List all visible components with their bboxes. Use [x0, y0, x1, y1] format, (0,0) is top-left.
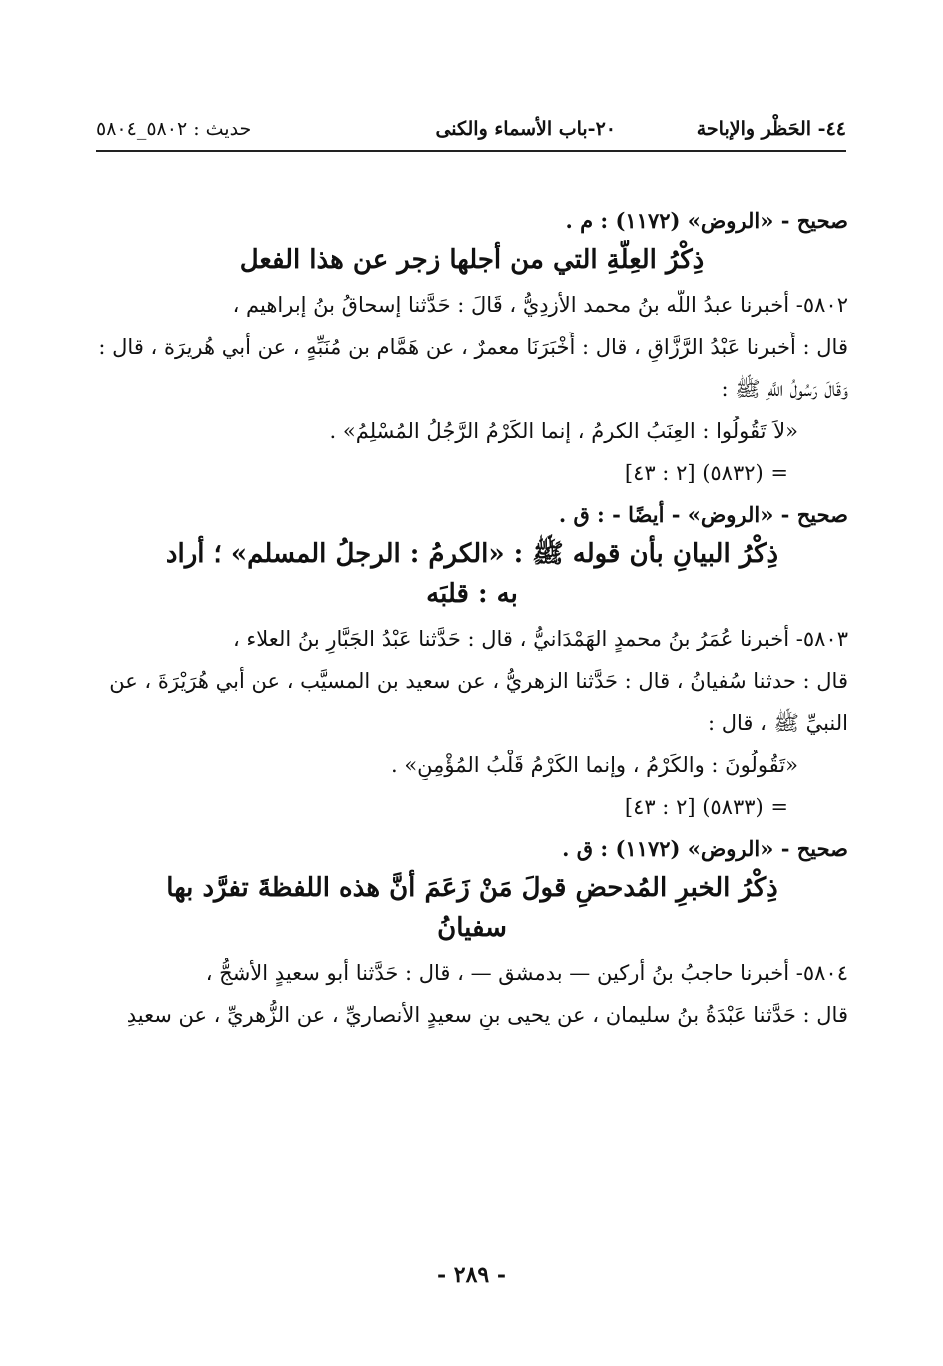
header-chapter-title: ٢٠-باب الأسماء والكنى: [435, 118, 616, 140]
page-body: [96, 196, 848, 1042]
header-book-title: ٤٤- الحَظْر والإباحة: [696, 118, 846, 140]
hadith-paragraph: [96, 624, 848, 738]
section-heading: ذِكْرُ العِلَّةِ التي من أجلها زجر عن هذا الفعل: [239, 245, 705, 275]
section-heading: ذِكْرُ البيانِ بأن قوله ﷺ : «الكرمُ : الرجلُ المسلم» ؛ أراد به : قلبَه: [165, 539, 779, 609]
header-divider: [96, 150, 846, 152]
section-heading: ذِكْرُ الخبرِ المُدحضِ قولَ مَنْ زَعَمَ أنَّ هذه اللفظةَ تفرَّد بها سفيانُ: [166, 873, 778, 943]
page-number: - ٢٨٩ -: [436, 1262, 507, 1288]
hadith-line: قال : حدثنا سُفيانُ ، قال : حَدَّثنا الزهريُّ ، عن سعيد بن المسيَّب ، عن أبي هُرَيْرَةَ ، عن: [109, 669, 848, 693]
hadith-paragraph: [96, 290, 848, 404]
header-hadith-range: حديث : ٥٨٠٢_٥٨٠٤: [96, 118, 252, 140]
grading-note: صحيح - «الروض» (١١٧٢) : ق .: [562, 836, 848, 861]
hadith-line: ٥٨٠٢- أخبرنا عبدُ اللَّه بنُ محمد الأزدِيُّ ، قَالَ : حَدَّثنا إسحاقُ بنُ إبراهيم ،: [232, 293, 848, 317]
hadith-line: وَقَالَ رَسُولُ اللَّهِ ﷺ :: [721, 377, 848, 401]
grading-note: صحيح - «الروض» - أيضًا - : ق .: [558, 502, 848, 527]
hadith-text-quote: «تَقُولُونَ : والكَرْمُ ، وإنما الكَرْمُ قَلْبُ المُؤْمِنِ» .: [390, 753, 798, 777]
hadith-line: ٥٨٠٤- أخبرنا حاجبُ بنُ أركين — بدمشق — ، قال : حَدَّثنا أبو سعيدٍ الأشجُّ ،: [205, 961, 848, 985]
cross-reference: = (٥٨٣٢) [٢ : ٤٣]: [624, 461, 788, 485]
grading-note: صحيح - «الروض» (١١٧٢) : م .: [565, 208, 848, 233]
cross-reference: = (٥٨٣٣) [٢ : ٤٣]: [624, 795, 788, 819]
hadith-line: قال : أَخبرنا عَبْدُ الرَّزَّاقِ ، قال : أَخْبَرَنَا معمرٌ ، عن هَمَّام بن مُنَبِّهٍ ، عن أبي هُريرَة ، قال :: [98, 335, 848, 359]
hadith-line: ٥٨٠٣- أخبرنا عُمَرُ بنُ محمدٍ الهَمْدَانيُّ ، قال : حَدَّثنا عَبْدُ الجَبَّارِ بنُ العلاء ،: [232, 627, 848, 651]
hadith-line: قال : حَدَّثنا عَبْدَةُ بنُ سليمان ، عن يحيى بنِ سعيدٍ الأنصاريِّ ، عن الزُّهريِّ ، عن سعيدِ: [126, 1003, 848, 1027]
hadith-text-quote: «لاَ تَقُولُوا : العِنَبُ الكرمُ ، إنما الكَرْمُ الرَّجُلُ المُسْلِمُ» .: [329, 419, 798, 443]
running-header: [96, 112, 846, 148]
hadith-paragraph: [96, 958, 848, 1030]
hadith-line: النبيِّ ﷺ ، قال :: [707, 711, 848, 735]
